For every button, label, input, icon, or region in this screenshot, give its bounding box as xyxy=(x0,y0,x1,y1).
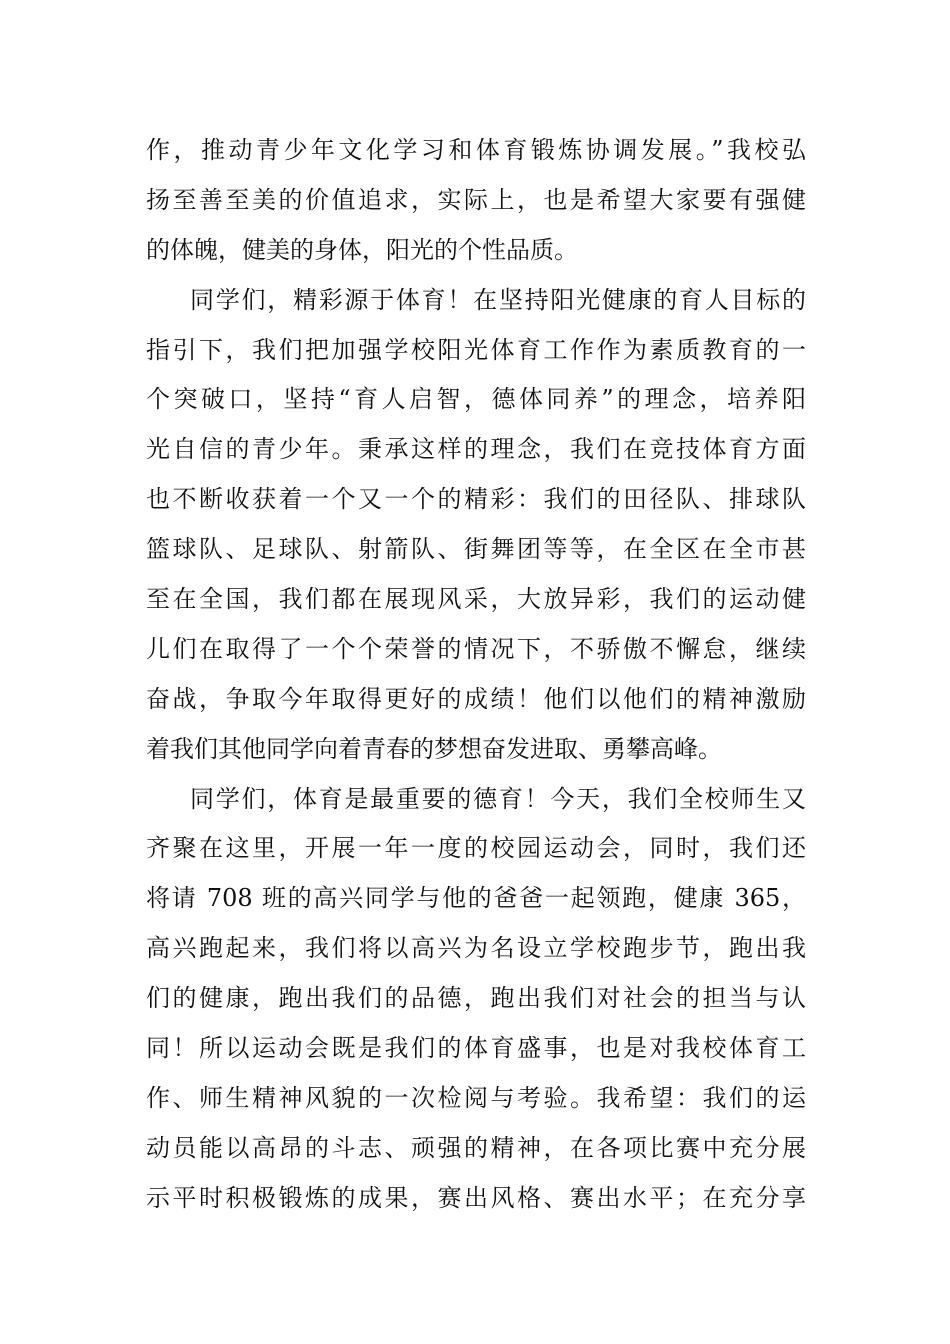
text-line: 动员能以高昂的斗志、顽强的精神，在各项比赛中充分展 xyxy=(146,1133,806,1162)
text-line: 高兴跑起来，我们将以高兴为名设立学校跑步节，跑出我 xyxy=(146,934,806,963)
text-line: 篮球队、足球队、射箭队、街舞团等等，在全区在全市甚 xyxy=(146,535,806,564)
text-line: 个突破口，坚持“育人启智，德体同养”的理念，培养阳 xyxy=(146,385,806,414)
text-line: 至在全国，我们都在展现风采，大放异彩，我们的运动健 xyxy=(146,585,806,614)
paragraph-start-line: 同学们，体育是最重要的德育！今天，我们全校师生又 xyxy=(190,784,806,813)
paragraph-start-line: 同学们，精彩源于体育！在坚持阳光健康的育人目标的 xyxy=(190,285,806,314)
text-line: 齐聚在这里，开展一年一度的校园运动会，同时，我们还 xyxy=(146,834,806,863)
text-line: 儿们在取得了一个个荣誉的情况下，不骄傲不懈怠，继续 xyxy=(146,634,806,663)
text-line: 光自信的青少年。秉承这样的理念，我们在竞技体育方面 xyxy=(146,435,806,464)
text-line: 示平时积极锻炼的成果，赛出风格、赛出水平；在充分享 xyxy=(146,1183,806,1212)
text-line: 同！所以运动会既是我们的体育盛事，也是对我校体育工 xyxy=(146,1034,806,1063)
text-line: 奋战，争取今年取得更好的成绩！他们以他们的精神激励 xyxy=(146,684,806,713)
text-line: 着我们其他同学向着青春的梦想奋发进取、勇攀高峰。 xyxy=(146,734,722,763)
text-line: 作，推动青少年文化学习和体育锻炼协调发展。”我校弘 xyxy=(146,136,806,164)
text-line: 的体魄，健美的身体，阳光的个性品质。 xyxy=(146,235,578,264)
text-line: 也不断收获着一个又一个的精彩：我们的田径队、排球队 xyxy=(146,485,806,514)
text-line: 作、师生精神风貌的一次检阅与考验。我希望：我们的运 xyxy=(146,1083,806,1112)
body-text xyxy=(146,126,806,1224)
text-line: 将请 708 班的高兴同学与他的爸爸一起领跑，健康 365， xyxy=(146,884,806,913)
text-line: 指引下，我们把加强学校阳光体育工作作为素质教育的一 xyxy=(146,335,806,364)
text-line: 们的健康，跑出我们的品德，跑出我们对社会的担当与认 xyxy=(146,984,806,1013)
text-line: 扬至善至美的价值追求，实际上，也是希望大家要有强健 xyxy=(146,185,806,214)
